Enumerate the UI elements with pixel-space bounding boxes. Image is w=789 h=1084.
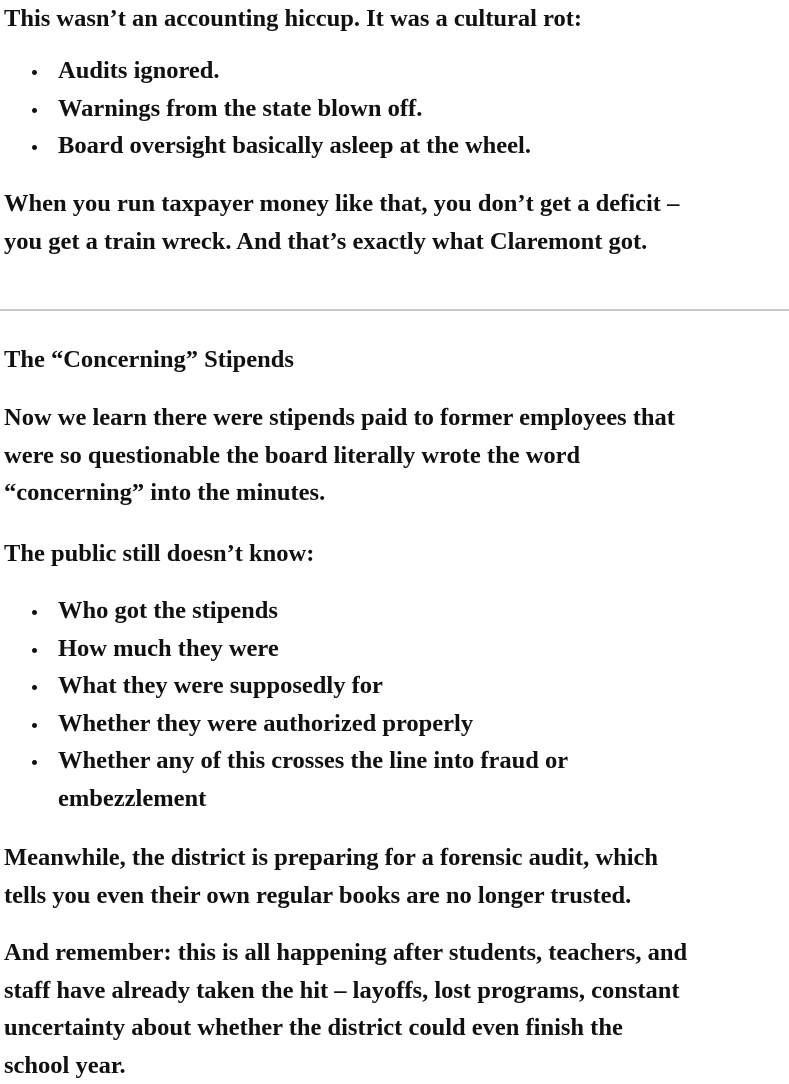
list-item bbox=[0, 630, 568, 668]
intro-lead: This wasn’t an accounting hiccup. It was a cultural rot: bbox=[4, 0, 787, 38]
remember-paragraph bbox=[4, 934, 787, 1084]
intro-bullet-list bbox=[0, 52, 531, 165]
list-item-text: Board oversight basically asleep at the wheel. bbox=[58, 132, 531, 159]
paragraph-line: were so questionable the board literally wrote the word bbox=[4, 437, 787, 475]
paragraph-line: Now we learn there were stipends paid to former employees that bbox=[4, 399, 787, 437]
list-item bbox=[0, 52, 531, 90]
list-item-text: Who got the stipends bbox=[58, 597, 278, 624]
list-item-text: What they were supposedly for bbox=[58, 672, 383, 699]
list-item-text-continued: embezzlement bbox=[58, 780, 568, 818]
list-item-text: Warnings from the state blown off. bbox=[58, 95, 422, 122]
paragraph-line: school year. bbox=[4, 1047, 787, 1084]
stipends-paragraph bbox=[4, 399, 787, 512]
list-item-text: Audits ignored. bbox=[58, 57, 220, 84]
list-item-text: Whether they were authorized properly bbox=[58, 710, 473, 737]
paragraph-line: uncertainty about whether the district could even finish the bbox=[4, 1009, 787, 1047]
section-divider bbox=[0, 309, 789, 311]
list-item bbox=[0, 705, 568, 743]
intro-conclusion bbox=[4, 185, 787, 260]
unknowns-lead: The public still doesn’t know: bbox=[4, 535, 787, 573]
list-item bbox=[0, 667, 568, 705]
list-item bbox=[0, 742, 568, 817]
list-item-text: Whether any of this crosses the line into fraud or bbox=[58, 747, 568, 774]
paragraph-line: Meanwhile, the district is preparing for a forensic audit, which bbox=[4, 839, 787, 877]
paragraph-line: When you run taxpayer money like that, you don’t get a deficit – bbox=[4, 185, 787, 223]
section-heading: The “Concerning” Stipends bbox=[4, 341, 787, 379]
paragraph-line: you get a train wreck. And that’s exactly what Claremont got. bbox=[4, 223, 787, 261]
paragraph-line: tells you even their own regular books are no longer trusted. bbox=[4, 877, 787, 915]
list-item bbox=[0, 127, 531, 165]
list-item-text: How much they were bbox=[58, 635, 279, 662]
forensic-audit-paragraph bbox=[4, 839, 787, 914]
list-item bbox=[0, 592, 568, 630]
paragraph-line: “concerning” into the minutes. bbox=[4, 474, 787, 512]
unknowns-bullet-list bbox=[0, 592, 568, 817]
paragraph-line: staff have already taken the hit – layoffs, lost programs, constant bbox=[4, 972, 787, 1010]
list-item bbox=[0, 90, 531, 128]
paragraph-line: And remember: this is all happening after students, teachers, and bbox=[4, 934, 787, 972]
